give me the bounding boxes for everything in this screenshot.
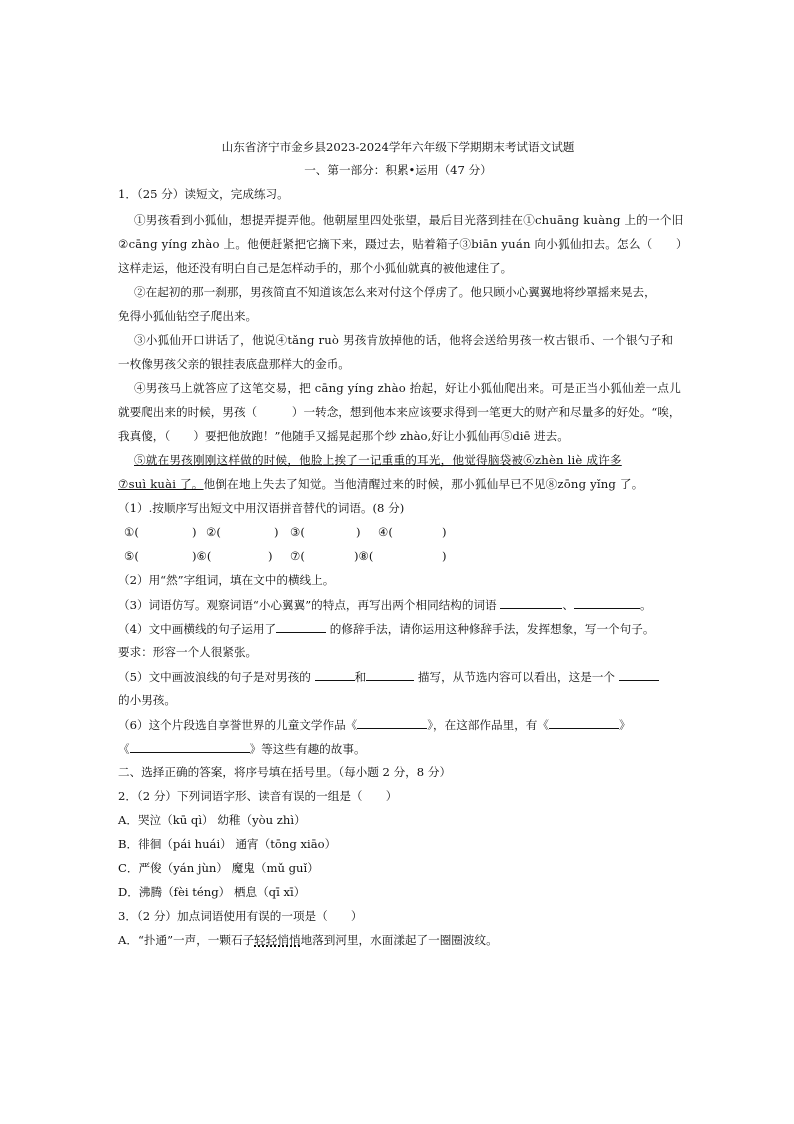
passage-text: 他倒在地上失去了知觉。当他清醒过来的时候，那小狐仙早已不见⑧zōng yǐng 了。 bbox=[203, 477, 644, 491]
q1-part6-text: （6）这个片段选自享誉世界的儿童文学作品《 bbox=[118, 718, 358, 732]
q1-part6-text: 》等这些有趣的故事。 bbox=[249, 742, 366, 756]
separator: 、 bbox=[562, 598, 574, 612]
q1-part4-requirement: 要求：形容一个人很紧张。 bbox=[118, 645, 258, 659]
answer-slot-7: ⑦( bbox=[290, 549, 305, 563]
q3-heading: 3．（2 分）加点词语使用有误的一项是（ ） bbox=[118, 909, 363, 923]
passage-line bbox=[118, 476, 678, 492]
answer-blank[interactable] bbox=[366, 668, 414, 681]
part1-heading: 一、第一部分：积累•运用（47 分） bbox=[304, 163, 492, 177]
paren-close: ) bbox=[356, 525, 361, 539]
answer-blank[interactable] bbox=[130, 740, 250, 753]
q1-part5 bbox=[118, 668, 678, 685]
answer-slot-2: ②( bbox=[206, 525, 221, 539]
answer-blank[interactable] bbox=[357, 716, 427, 729]
paren-close: ) bbox=[268, 549, 273, 563]
q1-part5-text: （5）文中画波浪线的句子是对男孩的 bbox=[118, 670, 311, 684]
q1-part3 bbox=[118, 596, 678, 613]
paren-close: ) bbox=[442, 549, 447, 563]
answer-blank[interactable] bbox=[500, 596, 562, 609]
q2-option-c: C．严俊（yán jùn） 魔鬼（mǔ guǐ） bbox=[118, 861, 319, 875]
period: 。 bbox=[639, 598, 652, 612]
underlined-sentence-end: ⑦suì kuài 了。 bbox=[118, 477, 204, 491]
passage-line: ①男孩看到小狐仙，想提弄提弄他。他朝屋里四处张望，最后目光落到挂在①chuāng kuàng 上的一个旧 bbox=[134, 213, 684, 227]
q2-option-b: B．徘徊（pái huái） 通宵（tōng xiāo） bbox=[118, 837, 337, 851]
q1-part4-text: 的修辞手法，请你运用这种修辞手法，发挥想象，写一个句子。 bbox=[329, 622, 655, 636]
q3-option-a bbox=[118, 932, 678, 948]
passage-line: 免得小狐仙钻空子爬出来。 bbox=[118, 309, 258, 323]
answer-slot-4: ④( bbox=[378, 525, 393, 539]
q1-part1: （1）.按顺序写出短文中用汉语拼音替代的词语。(8 分) bbox=[118, 501, 405, 515]
q1-part4 bbox=[118, 620, 678, 637]
paren-close: ) bbox=[192, 525, 197, 539]
answer-slot-8: )⑧( bbox=[354, 549, 374, 563]
answer-blank[interactable] bbox=[619, 668, 659, 681]
q3-option-a-text: A．“扑通”一声，一颗石子 bbox=[118, 933, 255, 947]
q1-part3-text: （3）词语仿写。观察词语“小心翼翼”的特点，再写出两个相同结构的词语 bbox=[118, 598, 497, 612]
q1-part6-text: 》，在这部作品里，有《 bbox=[427, 718, 549, 732]
answer-blank[interactable] bbox=[574, 596, 640, 609]
answer-blank[interactable] bbox=[276, 620, 326, 633]
passage-line: ②在起初的那一刹那，男孩简直不知道该怎么来对付这个俘虏了。他只顾小心翼翼地将纱罩摇来晃去， bbox=[134, 285, 656, 299]
passage-line: 我真傻，（ ）要把他放跑！”他随手又摇晃起那个纱 zhào,好让小狐仙再⑤diē 进去。 bbox=[118, 429, 569, 443]
q1-part4-text: （4）文中画横线的句子运用了 bbox=[118, 622, 277, 636]
q1-part6-text: 《 bbox=[118, 742, 130, 756]
answer-blank[interactable] bbox=[549, 716, 619, 729]
answer-blank[interactable] bbox=[315, 668, 355, 681]
q1-part6-line2 bbox=[118, 740, 678, 757]
q1-part5-text: 和 bbox=[354, 670, 367, 684]
part2-heading: 二、选择正确的答案，将序号填在括号里。（每小题 2 分，8 分） bbox=[118, 765, 452, 779]
passage-line: 这样走运，他还没有明白自己是怎样动手的，那个小狐仙就真的被他逮住了。 bbox=[118, 261, 513, 275]
passage-line: 就要爬出来的时候，男孩（ ）一转念，想到他本来应该要求得到一笔更大的财产和尽量多的好处。“唉， bbox=[118, 405, 681, 419]
answer-slot-6: )⑥( bbox=[192, 549, 212, 563]
q2-heading: 2．（2 分）下列词语字形、读音有误的一组是（ ） bbox=[118, 789, 398, 803]
q1-part5-end: 的小男孩。 bbox=[118, 693, 176, 707]
q3-option-a-text: 地落到河里，水面漾起了一圈圈波纹。 bbox=[300, 933, 498, 947]
paren-close: ) bbox=[274, 525, 279, 539]
doc-title: 山东省济宁市金乡县2023-2024学年六年级下学期期末考试语文试题 bbox=[221, 140, 575, 154]
answer-slot-1: ①( bbox=[124, 525, 139, 539]
passage-line: ④男孩马上就答应了这笔交易，把 cāng yíng zhào 抬起，好让小狐仙爬出来。可是正当小狐仙差一点儿 bbox=[134, 381, 682, 395]
q1-part6-text: 》 bbox=[619, 718, 631, 732]
dotted-phrase: 轻轻悄悄 bbox=[254, 933, 301, 947]
q2-option-d: D．沸腾（fèi téng） 栖息（qī xī） bbox=[118, 885, 306, 899]
passage-line: ②cāng yíng zhào 上。他便赶紧把它摘下来，蹑过去，贴着箱子③biān yuán 向小狐仙扣去。怎么（ ） bbox=[118, 237, 688, 251]
q2-option-a: A．哭泣（kū qì） 幼稚（yòu zhì） bbox=[118, 813, 306, 827]
q1-part6 bbox=[118, 716, 678, 733]
answer-slot-3: ③( bbox=[290, 525, 305, 539]
passage-line: 一枚像男孩父亲的银挂表底盘那样大的金币。 bbox=[118, 357, 350, 371]
answer-slot-5: ⑤( bbox=[124, 549, 139, 563]
q1-heading: 1．（25 分）读短文，完成练习。 bbox=[118, 187, 289, 201]
q1-part2: （2）用“然”字组词，填在文中的横线上。 bbox=[118, 573, 335, 587]
passage-line: ③小狐仙开口讲话了，他说④tǎng ruò 男孩肯放掉他的话，他将会送给男孩一枚古银币、一个银勺子和 bbox=[134, 333, 674, 347]
paren-close: ) bbox=[442, 525, 447, 539]
underlined-sentence: ⑤就在男孩刚刚这样做的时候，他脸上挨了一记重重的耳光，他觉得脑袋被⑥zhèn liè 成许多 bbox=[134, 453, 622, 467]
q1-part5-text: 描写，从节选内容可以看出，这是一个 bbox=[417, 670, 615, 684]
